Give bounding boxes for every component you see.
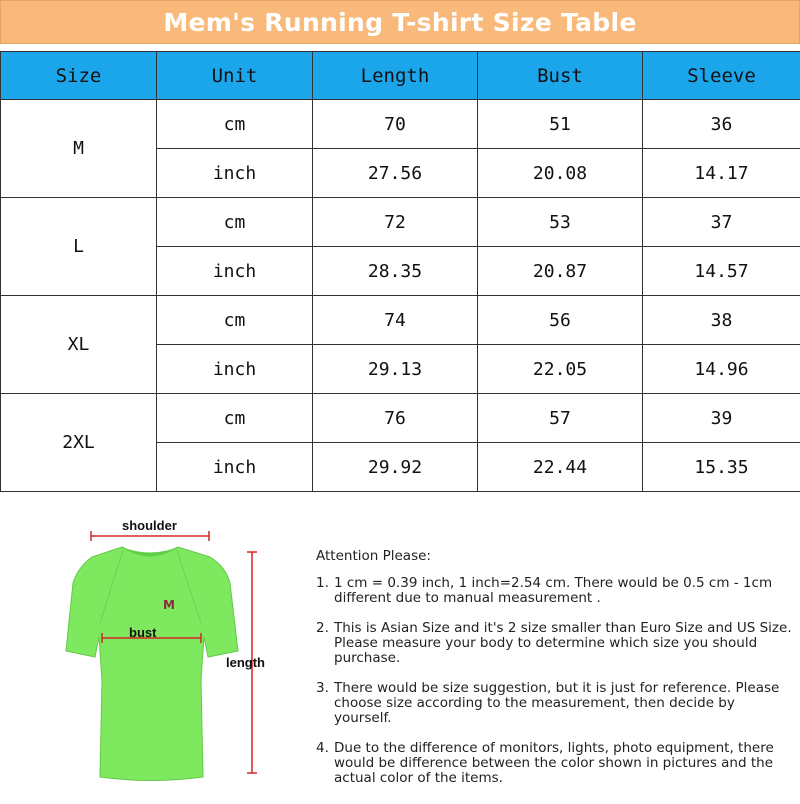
- sleeve-cell: 14.96: [643, 345, 800, 394]
- table-row: [1, 394, 800, 443]
- size-label: L: [1, 198, 157, 296]
- table-row: [1, 198, 800, 247]
- note-text: There would be size suggestion, but it is just for reference. Please choose size according to the measurement, then decide by yourself.: [334, 681, 796, 726]
- unit-cell: cm: [157, 198, 313, 247]
- notes-list: [316, 576, 796, 786]
- note-number: 1.: [316, 576, 334, 606]
- sleeve-cell: 39: [643, 394, 800, 443]
- bust-cell: 22.44: [478, 443, 643, 492]
- length-cell: 72: [313, 198, 478, 247]
- bust-cell: 22.05: [478, 345, 643, 394]
- length-cell: 27.56: [313, 149, 478, 198]
- header-unit: Unit: [157, 52, 313, 100]
- list-item: [316, 681, 796, 726]
- header-length: Length: [313, 52, 478, 100]
- note-number: 3.: [316, 681, 334, 726]
- size-label: 2XL: [1, 394, 157, 492]
- header-sleeve: Sleeve: [643, 52, 800, 100]
- length-cell: 29.92: [313, 443, 478, 492]
- size-label: M: [1, 100, 157, 198]
- tshirt-body: [66, 547, 238, 781]
- brand-logo: M: [163, 598, 175, 612]
- title-bar: [0, 0, 800, 44]
- bust-label: bust: [129, 625, 156, 640]
- unit-cell: inch: [157, 149, 313, 198]
- header-size: Size: [1, 52, 157, 100]
- attention-notes: [316, 549, 796, 801]
- unit-cell: cm: [157, 394, 313, 443]
- bust-cell: 56: [478, 296, 643, 345]
- sleeve-cell: 38: [643, 296, 800, 345]
- table-row: [1, 100, 800, 149]
- list-item: [316, 621, 796, 666]
- page-title: Mem's Running T-shirt Size Table: [163, 8, 636, 37]
- bust-cell: 20.08: [478, 149, 643, 198]
- bust-cell: 51: [478, 100, 643, 149]
- length-cell: 76: [313, 394, 478, 443]
- note-text: 1 cm = 0.39 inch, 1 inch=2.54 cm. There would be 0.5 cm - 1cm different due to manual measurement .: [334, 576, 796, 606]
- unit-cell: cm: [157, 100, 313, 149]
- unit-cell: cm: [157, 296, 313, 345]
- note-number: 4.: [316, 741, 334, 786]
- shoulder-label: shoulder: [122, 518, 177, 533]
- note-text: This is Asian Size and it's 2 size smaller than Euro Size and US Size. Please measure your body to determine which size you should purchase.: [334, 621, 796, 666]
- bust-cell: 53: [478, 198, 643, 247]
- unit-cell: inch: [157, 247, 313, 296]
- list-item: [316, 741, 796, 786]
- shirt-diagram: [0, 505, 300, 800]
- sleeve-cell: 15.35: [643, 443, 800, 492]
- note-number: 2.: [316, 621, 334, 666]
- sleeve-cell: 37: [643, 198, 800, 247]
- note-text: Due to the difference of monitors, lights, photo equipment, there would be difference between the color shown in pictures and the actual color of the items.: [334, 741, 796, 786]
- header-row: [1, 52, 800, 100]
- sleeve-cell: 36: [643, 100, 800, 149]
- bust-cell: 57: [478, 394, 643, 443]
- sleeve-cell: 14.17: [643, 149, 800, 198]
- length-cell: 29.13: [313, 345, 478, 394]
- tshirt-illustration: [0, 505, 300, 800]
- unit-cell: inch: [157, 345, 313, 394]
- lower-section: [0, 505, 800, 800]
- bust-cell: 20.87: [478, 247, 643, 296]
- length-cell: 28.35: [313, 247, 478, 296]
- unit-cell: inch: [157, 443, 313, 492]
- header-bust: Bust: [478, 52, 643, 100]
- notes-heading: Attention Please:: [316, 549, 796, 564]
- table-row: [1, 296, 800, 345]
- size-label: XL: [1, 296, 157, 394]
- sleeve-cell: 14.57: [643, 247, 800, 296]
- length-cell: 70: [313, 100, 478, 149]
- list-item: [316, 576, 796, 606]
- length-cell: 74: [313, 296, 478, 345]
- size-table: [0, 51, 800, 492]
- length-label: length: [226, 655, 265, 670]
